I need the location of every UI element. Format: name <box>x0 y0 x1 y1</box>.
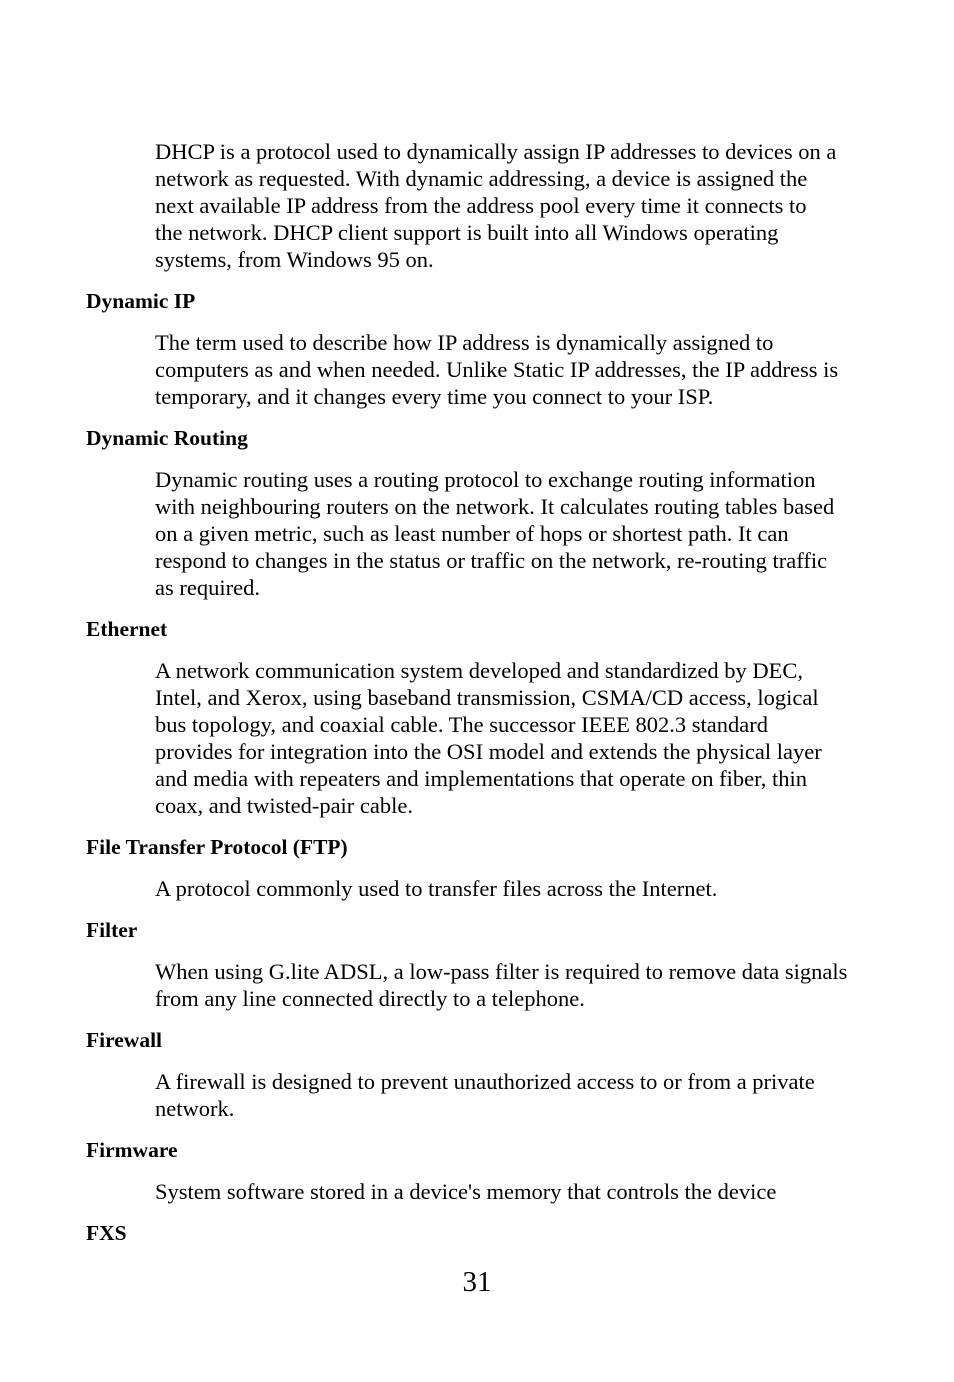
term-firmware: Firmware <box>86 1138 178 1162</box>
definition-line: DHCP is a protocol used to dynamically assign IP addresses to devices on a <box>155 139 837 164</box>
definition-line: bus topology, and coaxial cable. The successor IEEE 802.3 standard <box>155 712 768 737</box>
definition-line: A protocol commonly used to transfer files across the Internet. <box>155 876 718 901</box>
term-ftp: File Transfer Protocol (FTP) <box>86 835 348 859</box>
definition-firmware <box>155 1178 871 1205</box>
definition-line: systems, from Windows 95 on. <box>155 247 434 272</box>
definition-line: next available IP address from the address pool every time it connects to <box>155 193 807 218</box>
page-number: 31 <box>462 1266 492 1298</box>
definition-line: respond to changes in the status or traffic on the network, re-routing traffic <box>155 548 828 573</box>
definition-line: A network communication system developed and standardized by DEC, <box>155 658 803 683</box>
definition-filter <box>155 958 871 1012</box>
definition-line: System software stored in a device's memory that controls the device <box>155 1179 777 1204</box>
definition-dynamic-ip <box>155 329 871 410</box>
definition-line: computers as and when needed. Unlike Static IP addresses, the IP address is <box>155 357 839 382</box>
definition-line: as required. <box>155 575 260 600</box>
definition-ethernet <box>155 657 871 819</box>
definition-firewall <box>155 1068 871 1122</box>
term-firewall: Firewall <box>86 1028 163 1052</box>
definition-line: Dynamic routing uses a routing protocol to exchange routing information <box>155 467 816 492</box>
term-filter: Filter <box>86 918 138 942</box>
definition-line: A firewall is designed to prevent unauthorized access to or from a private <box>155 1069 815 1094</box>
definition-line: Intel, and Xerox, using baseband transmission, CSMA/CD access, logical <box>155 685 819 710</box>
definition-line: network. <box>155 1096 235 1121</box>
definition-line: The term used to describe how IP address is dynamically assigned to <box>155 330 774 355</box>
definition-line: from any line connected directly to a telephone. <box>155 986 585 1011</box>
term-ethernet: Ethernet <box>86 617 168 641</box>
term-dynamic-ip: Dynamic IP <box>86 289 196 313</box>
definition-line: with neighbouring routers on the network. It calculates routing tables based <box>155 494 835 519</box>
term-dynamic-routing: Dynamic Routing <box>86 426 248 450</box>
definition-line: and media with repeaters and implementations that operate on fiber, thin <box>155 766 808 791</box>
definition-line: on a given metric, such as least number of hops or shortest path. It can <box>155 521 789 546</box>
definition-line: When using G.lite ADSL, a low-pass filter is required to remove data signals <box>155 959 848 984</box>
definition-line: network as requested. With dynamic addressing, a device is assigned the <box>155 166 808 191</box>
definition-line: provides for integration into the OSI model and extends the physical layer <box>155 739 822 764</box>
definition-line: coax, and twisted-pair cable. <box>155 793 414 818</box>
definition-ftp <box>155 875 871 902</box>
definition-line: temporary, and it changes every time you connect to your ISP. <box>155 384 714 409</box>
definition-line: the network. DHCP client support is built into all Windows operating <box>155 220 779 245</box>
dhcp-definition <box>155 138 871 273</box>
term-fxs: FXS <box>86 1221 127 1245</box>
definition-dynamic-routing <box>155 466 871 601</box>
